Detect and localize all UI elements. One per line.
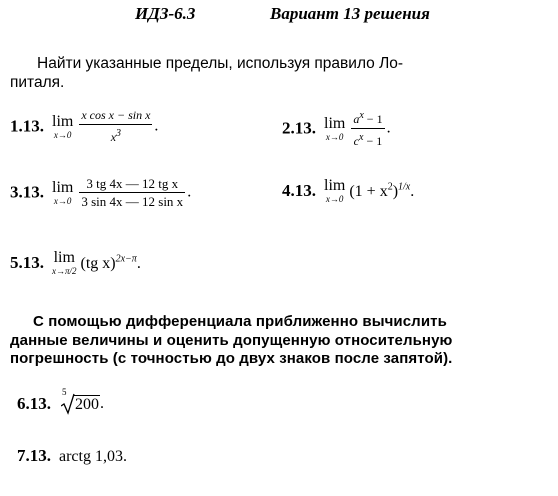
limit-operator bbox=[52, 180, 73, 206]
radicand: 200 bbox=[75, 396, 99, 413]
root-index: 5 bbox=[62, 387, 67, 397]
expression: arctg 1,03. bbox=[59, 448, 127, 465]
lim-subscript: x→0 bbox=[325, 194, 344, 204]
problem-number: 6.13. bbox=[17, 394, 51, 413]
lim-word: lim bbox=[52, 112, 74, 130]
numerator: x cos x − sin x bbox=[79, 108, 152, 125]
expression bbox=[349, 183, 414, 200]
numerator bbox=[351, 108, 384, 129]
expr-exponent: 2x−π bbox=[115, 253, 137, 265]
lim-word: lim bbox=[52, 178, 74, 196]
limit-operator bbox=[52, 250, 77, 276]
lim-subscript: x→0 bbox=[325, 131, 344, 142]
document-code: ИДЗ-6.3 bbox=[135, 4, 196, 23]
lim-subscript: x→0 bbox=[53, 129, 72, 140]
intro-line-2: питаля. bbox=[10, 74, 65, 91]
problem-4-13 bbox=[282, 178, 414, 204]
num-exponent: x bbox=[359, 110, 364, 121]
lim-word: lim bbox=[324, 114, 346, 132]
problem-2-13 bbox=[282, 108, 391, 149]
lim-subscript: x→π/2 bbox=[52, 266, 77, 276]
fraction bbox=[79, 176, 185, 209]
den-base: x bbox=[110, 130, 117, 144]
expr-base: (tg x) bbox=[80, 254, 116, 272]
denominator bbox=[79, 125, 152, 145]
problem-number: 5.13. bbox=[10, 253, 44, 272]
problem-7-13 bbox=[17, 446, 127, 466]
den-tail: − 1 bbox=[363, 134, 383, 148]
section2-line-3: погрешность (с точностью до двух знаков после запятой). bbox=[10, 350, 453, 367]
den-base: c bbox=[353, 134, 359, 148]
expr-close: ) bbox=[392, 182, 399, 200]
section2-paragraph bbox=[10, 313, 452, 369]
num-tail: − 1 bbox=[363, 112, 383, 126]
problem-number: 7.13. bbox=[17, 446, 51, 465]
fraction bbox=[79, 108, 152, 145]
problem-number: 4.13. bbox=[282, 181, 316, 200]
problem-number: 3.13. bbox=[10, 182, 44, 202]
nth-root bbox=[61, 387, 104, 415]
expr-exponent: 1/x bbox=[398, 181, 411, 193]
period: . bbox=[136, 254, 141, 272]
problem-1-13 bbox=[10, 108, 158, 145]
expr-square: 2 bbox=[387, 181, 393, 193]
fraction bbox=[351, 108, 384, 149]
period: . bbox=[410, 182, 415, 200]
lim-word: lim bbox=[324, 177, 346, 194]
lim-word: lim bbox=[53, 249, 75, 266]
problem-number: 2.13. bbox=[282, 118, 316, 138]
denominator bbox=[351, 129, 384, 149]
problem-5-13 bbox=[10, 250, 141, 276]
variant-title: Вариант 13 решения bbox=[270, 4, 430, 23]
section2-line-1: С помощью дифференциала приближенно вычислить bbox=[33, 313, 447, 330]
problem-6-13 bbox=[17, 387, 104, 415]
denominator: 3 sin 4x — 12 sin x bbox=[81, 194, 184, 209]
expression bbox=[81, 255, 141, 272]
lim-subscript: x→0 bbox=[53, 195, 72, 206]
period: . bbox=[386, 119, 391, 137]
period: . bbox=[154, 117, 159, 135]
intro-paragraph bbox=[10, 54, 403, 92]
limit-operator bbox=[324, 116, 345, 142]
limit-operator bbox=[324, 178, 345, 204]
problem-3-13 bbox=[10, 176, 191, 209]
expr-base: (1 + x bbox=[349, 182, 388, 200]
intro-line-1: Найти указанные пределы, используя правило Ло- bbox=[37, 55, 404, 72]
den-exponent: 3 bbox=[116, 128, 122, 139]
period: . bbox=[100, 395, 104, 412]
section2-line-2: данные величины и оценить допущенную относительную bbox=[10, 331, 453, 349]
numerator: 3 tg 4x — 12 tg x bbox=[79, 176, 185, 193]
problem-number: 1.13. bbox=[10, 116, 44, 136]
num-base: a bbox=[353, 112, 360, 126]
limit-operator bbox=[52, 114, 73, 140]
den-exponent: x bbox=[359, 132, 364, 143]
period: . bbox=[187, 183, 192, 201]
